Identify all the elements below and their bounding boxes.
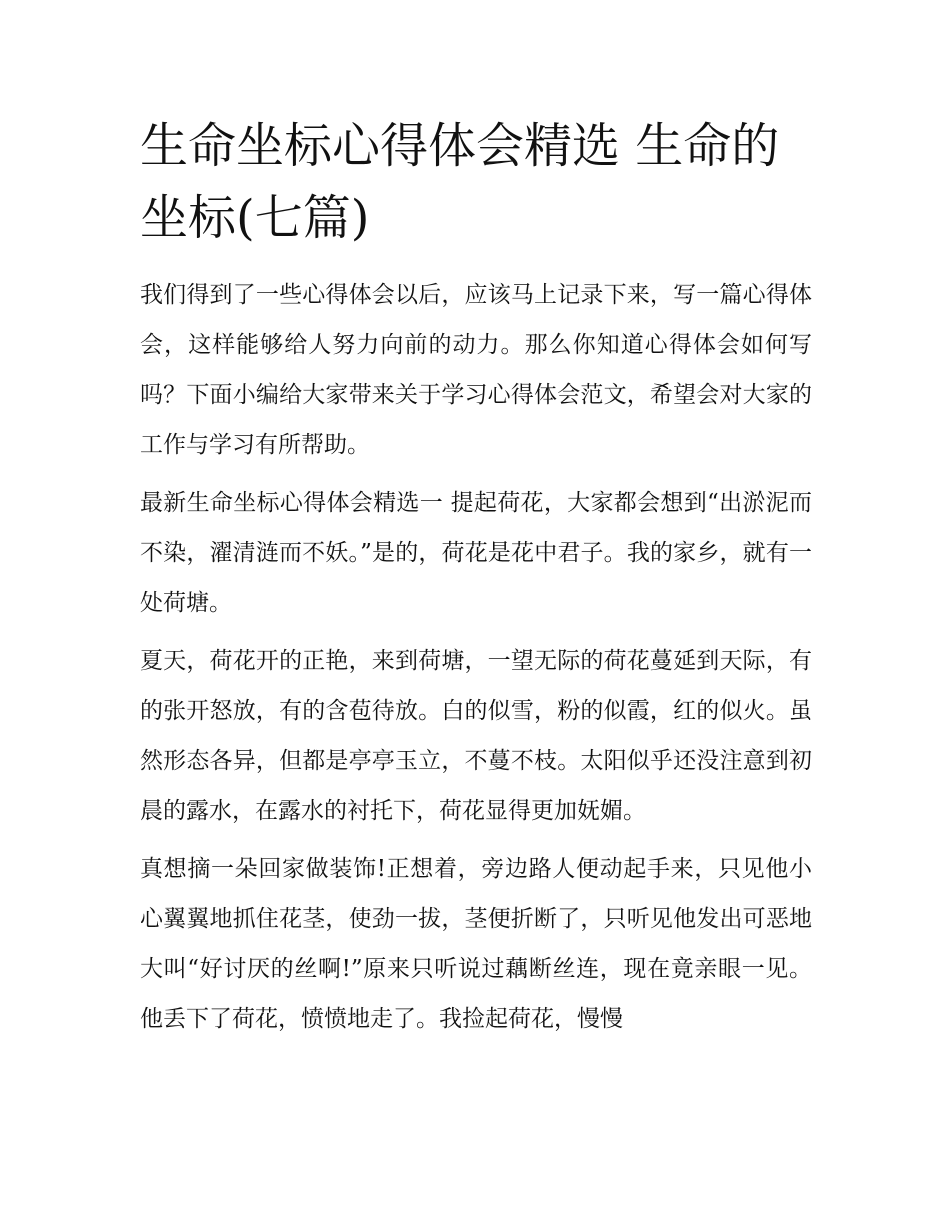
paragraph-intro: 我们得到了一些心得体会以后，应该马上记录下来，写一篇心得体会，这样能够给人努力向前的动力。那么你知道心得体会如何写吗？下面小编给大家带来关于学习心得体会范文，希望会对大家的工作与学习有所帮助。	[140, 282, 812, 458]
document-title: 生命坐标心得体会精选 生命的坐标(七篇)	[140, 118, 780, 246]
paragraph-picking-lotus: 真想摘一朵回家做装饰!正想着，旁边路人便动起手来，只见他小心翼翼地抓住花茎，使劲一拔，茎便折断了，只听见他发出可恶地大叫“好讨厌的丝啊!”原来只听说过藕断丝连，现在竟亲眼一见。他丢下了荷花，愤愤地走了。我捡起荷花，慢慢	[140, 856, 812, 1032]
paragraph-lotus-intro: 最新生命坐标心得体会精选一 提起荷花，大家都会想到“出淤泥而不染，濯清涟而不妖。”是的，荷花是花中君子。我的家乡，就有一处荷塘。	[140, 490, 812, 616]
paragraph-summer-lotus: 夏天，荷花开的正艳，来到荷塘，一望无际的荷花蔓延到天际，有的张开怒放，有的含苞待放。白的似雪，粉的似霞，红的似火。虽然形态各异，但都是亭亭玉立，不蔓不枝。太阳似乎还没注意到初晨的露水，在露水的衬托下，荷花显得更加妩媚。	[140, 648, 812, 824]
document-page	[140, 110, 812, 1052]
document-body	[140, 270, 812, 1044]
